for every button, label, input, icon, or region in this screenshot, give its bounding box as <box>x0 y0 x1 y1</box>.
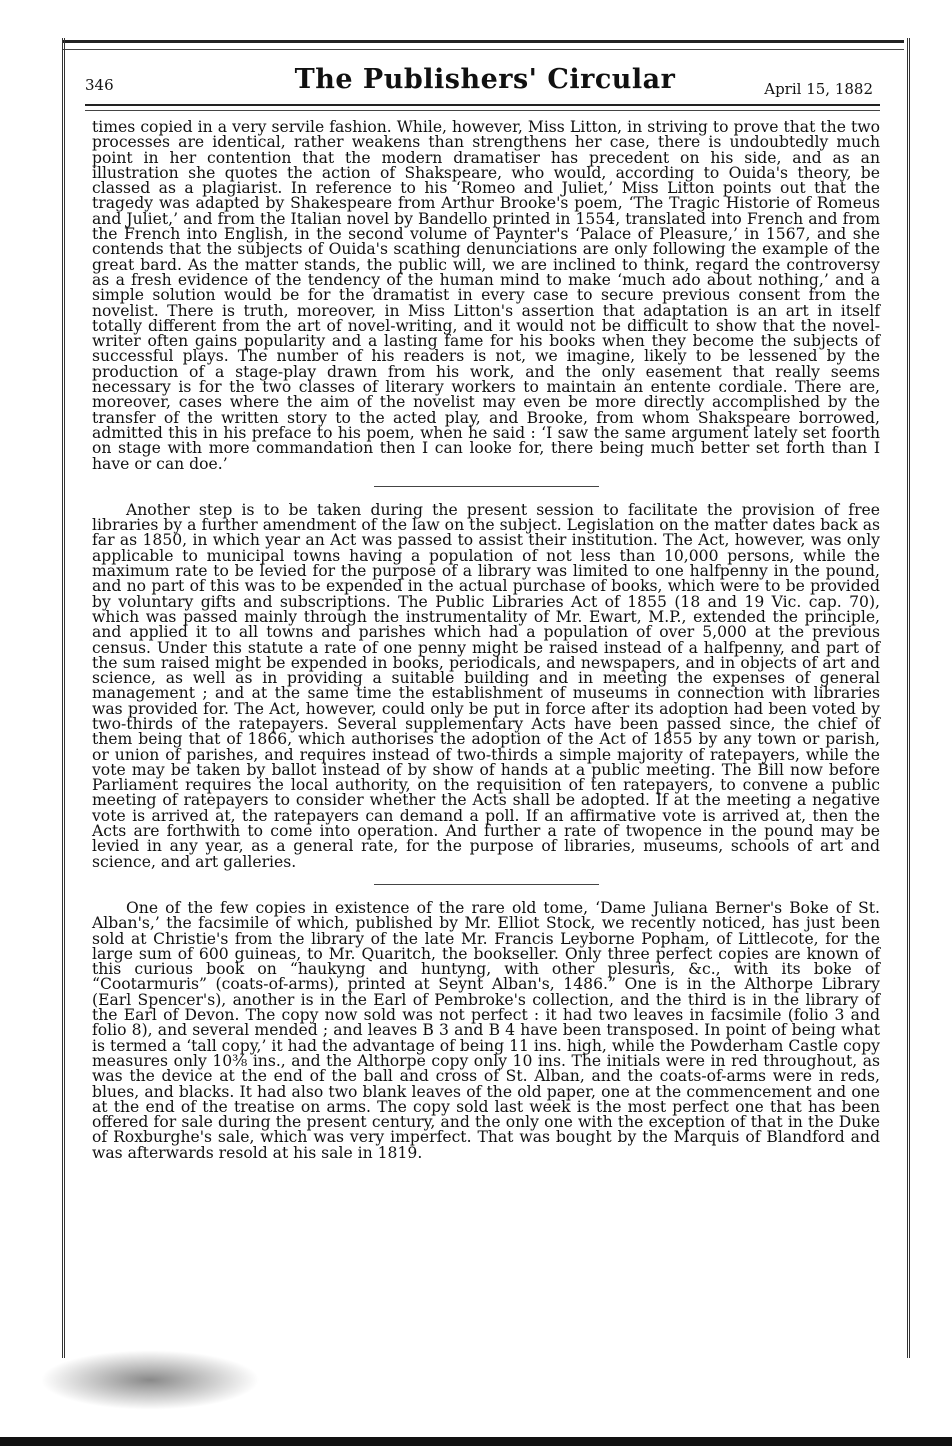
section-separator <box>374 486 599 487</box>
article-column <box>92 120 880 1161</box>
header-rule-thin <box>85 110 880 111</box>
paragraph-adaptation-controversy: times copied in a very servile fashion. While, however, Miss Litton, in striving to prove that the two processes are identical, rather weakens than strengthens her case, there is undoubtedly much point in her contention that the modern dramatiser has precedent on his side, and as an illustration she quotes the action of Shakspeare, who would, according to Ouida's theory, be classed as a plagiarist. In reference to his ‘Romeo and Juliet,’ Miss Litton points out that the tragedy was adapted by Shakespeare from Arthur Brooke's poem, ‘The Tragic Historie of Romeus and Juliet,’ and from the Italian novel by Bandello printed in 1554, translated into French and from the French into English, in the second volume of Paynter's ‘Palace of Pleasure,’ in 1567, and she contends that the subjects of Ouida's scathing denunciations are only following the example of the great bard. As the matter stands, the public will, we are inclined to think, regard the controversy as a fresh evidence of the tendency of the human mind to make ‘much ado about nothing,’ and a simple solution would be for the dramatist in every case to secure previous consent from the novelist. There is truth, moreover, in Miss Litton's assertion that adaptation is an art in itself totally different from the art of novel-writing, and it would not be difficult to show that the novel-writer often gains popularity and a lasting fame for his books when they become the subjects of successful plays. The number of his readers is not, we imagine, likely to be lessened by the production of a stage-play drawn from his work, and the only easement that really seems necessary is for the two classes of literary workers to maintain an entente cordiale. There are, moreover, cases where the aim of the novelist may even be more directly accomplished by the transfer of the written story to the acted play, and Brooke, from whom Shakspeare borrowed, admitted this in his preface to his poem, when he said : ‘I saw the same argument lately set foorth on stage with more commandation then I can looke for, there being much better set forth than I have or can doe.’ <box>92 118 880 473</box>
bottom-border <box>0 1437 952 1446</box>
paragraph-boke-of-st-albans: One of the few copies in existence of the rare old tome, ‘Dame Juliana Berner's Boke of St. Alban's,’ the facsimile of which, published by Mr. Elliot Stock, we recently noticed, has just been sold at Christie's from the library of the late Mr. Francis Leyborne Popham, of Littlecote, for the large sum of 600 guineas, to Mr. Quaritch, the bookseller. Only three perfect copies are known of this curious book on “haukyng and huntyng, with other plesuris, &c., with its boke of “Cootarmuris” (coats-of-arms), printed at Seynt Alban's, 1486.” One is in the Althorpe Library (Earl Spencer's), another is in the Earl of Pembroke's collection, and the third is in the library of the Earl of Devon. The copy now sold was not perfect : it had two leaves in facsimile (folio 3 and folio 8), and several mended ; and leaves B 3 and B 4 have been transposed. In point of being what is termed a ‘tall copy,’ it had the advantage of being 11 ins. high, while the Powderham Castle copy measures only 10⅜ ins., and the Althorpe copy only 10 ins. The initials were in red throughout, as was the device at the end of the ball and cross of St. Alban, and the coats-of-arms were in reds, blues, and blacks. It had also two blank leaves of the old paper, one at the commencement and one at the end of the treatise on arms. The copy sold last week is the most perfect one that has been offered for sale during the present century, and the only one with the exception of that in the Duke of Roxburghe's sale, which was very imperfect. That was bought by the Marquis of Blandford and was afterwards resold at his sale in 1819. <box>92 898 880 1162</box>
page-header <box>85 64 885 104</box>
scan-smudge <box>40 1350 260 1410</box>
issue-date: April 15, 1882 <box>764 80 873 98</box>
publication-title: The Publishers' Circular <box>294 64 676 95</box>
section-separator <box>374 884 599 885</box>
header-rule <box>85 104 880 106</box>
paragraph-free-libraries: Another step is to be taken during the present session to facilitate the provision of free libraries by a further amendment of the law on the subject. Legislation on the matter dates back as far as 1850, in which year an Act was passed to assist their institution. The Act, however, was only applicable to municipal towns having a population of not less than 10,000 persons, while the maximum rate to be levied for the purpose of a library was limited to one halfpenny in the pound, and no part of this was to be expended in the actual purchase of books, which were to be provided by voluntary gifts and subscriptions. The Public Libraries Act of 1855 (18 and 19 Vic. cap. 70), which was passed mainly through the instrumentality of Mr. Ewart, M.P., extended the principle, and applied it to all towns and parishes which had a population of over 5,000 at the previous census. Under this statute a rate of one penny might be raised instead of a halfpenny, and part of the sum raised might be expended in books, periodicals, and newspapers, and in objects of art and science, as well as in providing a suitable building and in meeting the expenses of general management ; and at the same time the establishment of museums in connection with libraries was provided for. The Act, however, could only be put in force after its adoption had been voted by two-thirds of the ratepayers. Several supplementary Acts have been passed since, the chief of them being that of 1866, which authorises the adoption of the Act of 1855 by any town or parish, or union of parishes, and requires instead of two-thirds a simple majority of ratepayers, while the vote may be taken by ballot instead of by show of hands at a public meeting. The Bill now before Parliament requires the local authority, on the requisition of ten ratepayers, to convene a public meeting of ratepayers to consider whether the Acts shall be adopted. If at the meeting a negative vote is arrived at, the ratepayers can demand a poll. If an affirmative vote is arrived at, then the Acts are forthwith to come into operation. And further a rate of twopence in the pound may be levied in any year, as a general rate, for the purpose of libraries, museums, schools of art and science, and art galleries. <box>92 500 880 871</box>
page-number: 346 <box>85 76 114 94</box>
